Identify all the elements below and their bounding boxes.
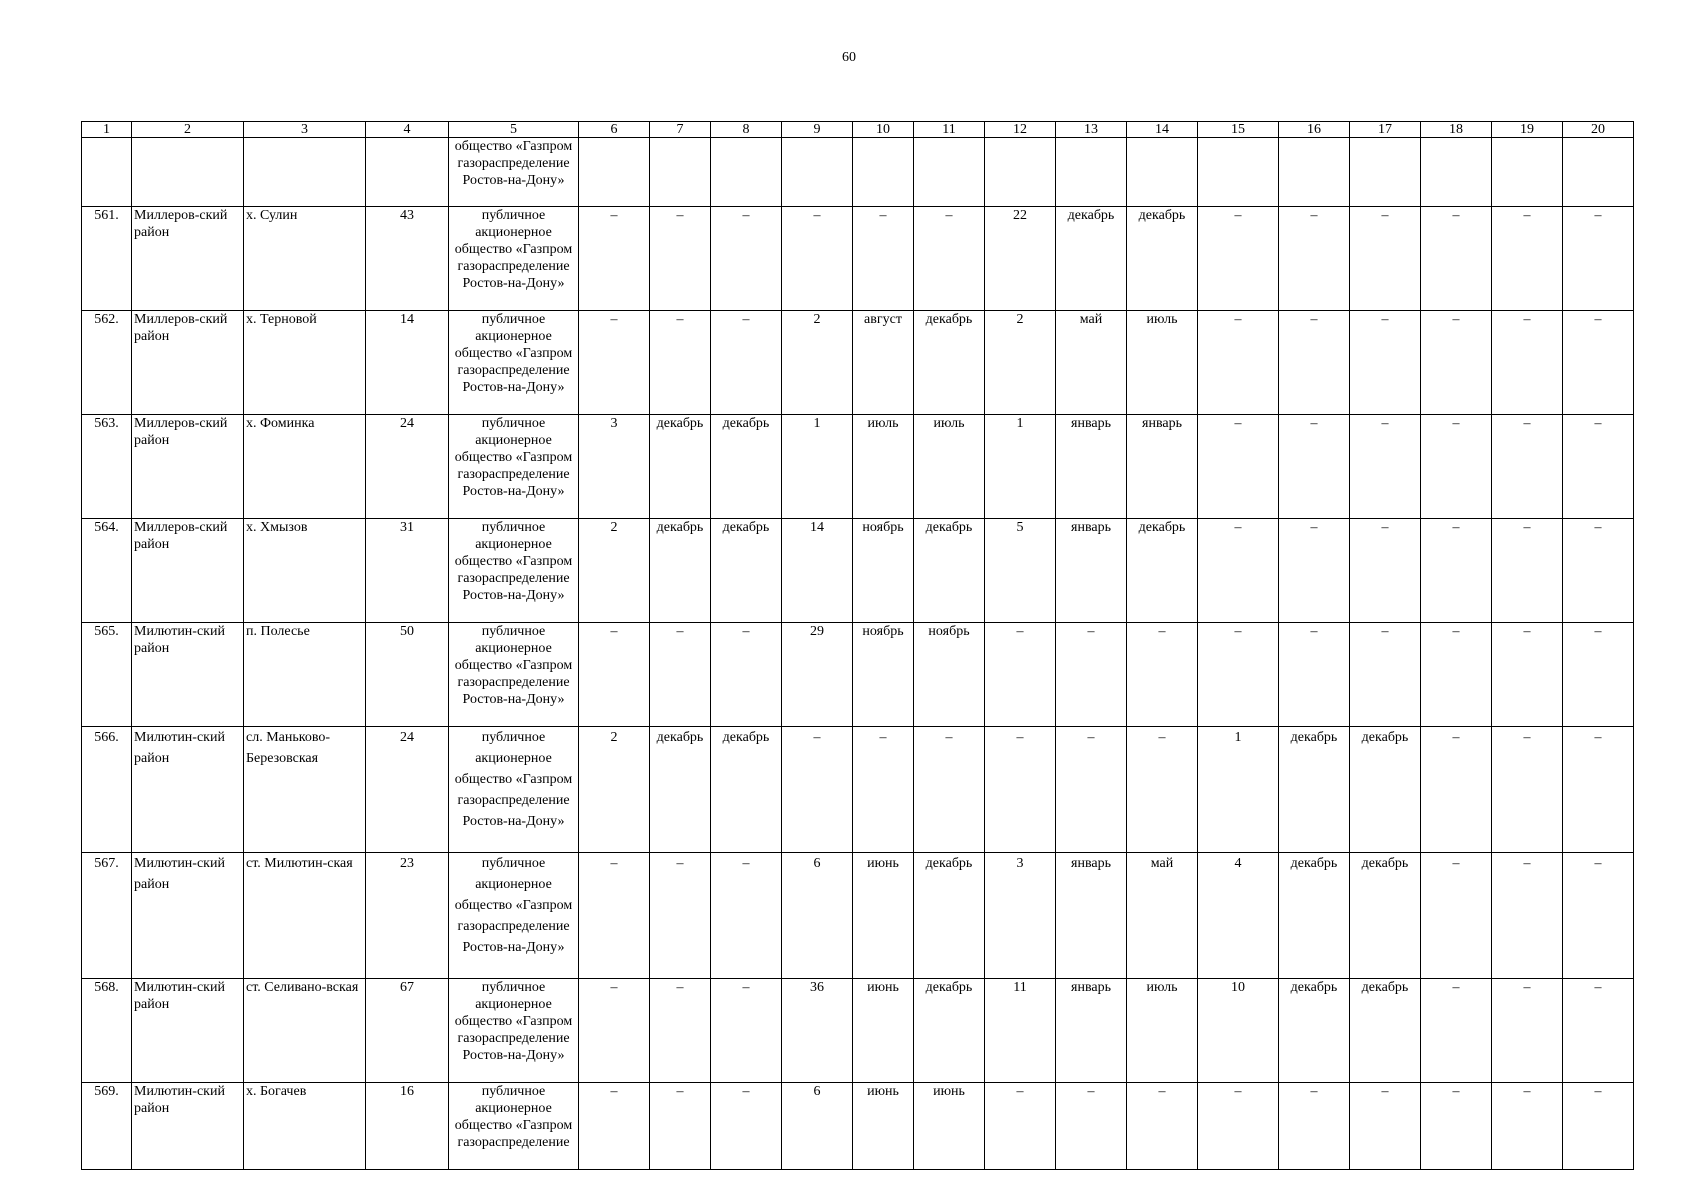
value-cell: январь [1127, 415, 1198, 519]
column-number-header: 13 [1056, 122, 1127, 138]
value-cell: – [711, 1083, 782, 1170]
value-cell: – [650, 207, 711, 311]
value-cell: декабрь [1350, 727, 1421, 853]
count-cell: 16 [366, 1083, 449, 1170]
value-cell: – [985, 623, 1056, 727]
locality-cell: х. Сулин [244, 207, 366, 311]
value-cell: 4 [1198, 853, 1279, 979]
table-row [82, 853, 1634, 979]
value-cell: 2 [579, 727, 650, 853]
value-cell: 3 [579, 415, 650, 519]
table-row [82, 727, 1634, 853]
value-cell: – [1198, 623, 1279, 727]
row-number-cell: 568. [82, 979, 132, 1083]
value-cell: – [853, 207, 914, 311]
value-cell: январь [1056, 979, 1127, 1083]
value-cell: – [1563, 311, 1634, 415]
organization-cell: публичное акционерное общество «Газпром газораспределение Ростов-на-Дону» [449, 415, 579, 519]
table-row [82, 1083, 1634, 1170]
value-cell: 11 [985, 979, 1056, 1083]
value-cell: август [853, 311, 914, 415]
district-cell: Миллеров-ский район [132, 207, 244, 311]
column-number-header: 20 [1563, 122, 1634, 138]
organization-cell: публичное акционерное общество «Газпром газораспределение Ростов-на-Дону» [449, 519, 579, 623]
row-number-cell: 563. [82, 415, 132, 519]
value-cell: 36 [782, 979, 853, 1083]
value-cell: – [1563, 727, 1634, 853]
value-cell: – [1198, 311, 1279, 415]
row-number-cell: 567. [82, 853, 132, 979]
value-cell: – [1279, 1083, 1350, 1170]
value-cell: – [579, 207, 650, 311]
value-cell: – [1563, 207, 1634, 311]
value-cell: – [1279, 311, 1350, 415]
column-number-header: 17 [1350, 122, 1421, 138]
value-cell: – [1563, 979, 1634, 1083]
column-number-header: 10 [853, 122, 914, 138]
value-cell [1492, 138, 1563, 207]
value-cell: – [1350, 1083, 1421, 1170]
value-cell: январь [1056, 853, 1127, 979]
table-row [82, 623, 1634, 727]
value-cell: – [1492, 623, 1563, 727]
value-cell: – [579, 979, 650, 1083]
value-cell: май [1127, 853, 1198, 979]
table-row [82, 979, 1634, 1083]
district-cell: Милютин-ский район [132, 853, 244, 979]
value-cell: – [1279, 415, 1350, 519]
value-cell: декабрь [914, 979, 985, 1083]
value-cell: – [1421, 853, 1492, 979]
value-cell: декабрь [711, 727, 782, 853]
value-cell: – [1350, 623, 1421, 727]
value-cell [711, 138, 782, 207]
value-cell: – [914, 207, 985, 311]
value-cell: – [1198, 1083, 1279, 1170]
value-cell: декабрь [1279, 727, 1350, 853]
locality-cell: ст. Милютин-ская [244, 853, 366, 979]
value-cell: июль [1127, 979, 1198, 1083]
district-cell: Милютин-ский район [132, 979, 244, 1083]
count-cell: 43 [366, 207, 449, 311]
value-cell: 1 [1198, 727, 1279, 853]
value-cell: 2 [782, 311, 853, 415]
value-cell: – [1350, 207, 1421, 311]
header-row [82, 122, 1634, 138]
district-cell: Миллеров-ский район [132, 415, 244, 519]
row-number-cell: 561. [82, 207, 132, 311]
organization-cell: публичное акционерное общество «Газпром газораспределение Ростов-на-Дону» [449, 311, 579, 415]
value-cell: – [1279, 207, 1350, 311]
count-cell: 23 [366, 853, 449, 979]
value-cell: декабрь [1350, 979, 1421, 1083]
locality-cell: сл. Маньково-Березовская [244, 727, 366, 853]
value-cell: – [1492, 207, 1563, 311]
value-cell: – [853, 727, 914, 853]
column-number-header: 18 [1421, 122, 1492, 138]
organization-cell: публичное акционерное общество «Газпром газораспределение Ростов-на-Дону» [449, 853, 579, 979]
district-cell: Милютин-ский район [132, 1083, 244, 1170]
table-row [82, 415, 1634, 519]
value-cell: – [1563, 519, 1634, 623]
locality-cell [244, 138, 366, 207]
locality-cell: х. Терновой [244, 311, 366, 415]
value-cell: – [711, 623, 782, 727]
value-cell: – [650, 853, 711, 979]
value-cell: ноябрь [853, 519, 914, 623]
value-cell: декабрь [711, 415, 782, 519]
value-cell: – [579, 853, 650, 979]
value-cell: – [1198, 519, 1279, 623]
organization-cell: публичное акционерное общество «Газпром газораспределение Ростов-на-Дону» [449, 727, 579, 853]
value-cell: декабрь [1350, 853, 1421, 979]
value-cell: июнь [853, 1083, 914, 1170]
column-number-header: 6 [579, 122, 650, 138]
value-cell [853, 138, 914, 207]
value-cell: – [1421, 979, 1492, 1083]
page-number: 60 [842, 50, 856, 65]
value-cell: декабрь [1279, 853, 1350, 979]
column-number-header: 15 [1198, 122, 1279, 138]
column-number-header: 2 [132, 122, 244, 138]
row-number-cell: 566. [82, 727, 132, 853]
value-cell: – [650, 979, 711, 1083]
value-cell: – [1421, 1083, 1492, 1170]
row-number-cell: 569. [82, 1083, 132, 1170]
value-cell: июль [853, 415, 914, 519]
district-cell: Миллеров-ский район [132, 311, 244, 415]
value-cell [1563, 138, 1634, 207]
value-cell: июль [1127, 311, 1198, 415]
value-cell: январь [1056, 519, 1127, 623]
value-cell: – [1492, 311, 1563, 415]
count-cell: 24 [366, 727, 449, 853]
value-cell: – [1056, 623, 1127, 727]
value-cell: декабрь [650, 415, 711, 519]
value-cell: – [711, 311, 782, 415]
value-cell: – [1198, 207, 1279, 311]
table-row [82, 311, 1634, 415]
value-cell: – [650, 311, 711, 415]
locality-cell: ст. Селивано-вская [244, 979, 366, 1083]
district-cell [132, 138, 244, 207]
value-cell: декабрь [914, 519, 985, 623]
value-cell: декабрь [1127, 519, 1198, 623]
value-cell: – [1421, 207, 1492, 311]
value-cell [985, 138, 1056, 207]
value-cell [782, 138, 853, 207]
value-cell: – [1279, 519, 1350, 623]
value-cell: январь [1056, 415, 1127, 519]
value-cell: декабрь [650, 519, 711, 623]
value-cell: – [782, 727, 853, 853]
value-cell: – [1421, 311, 1492, 415]
value-cell: – [1421, 519, 1492, 623]
value-cell: 2 [579, 519, 650, 623]
value-cell [1056, 138, 1127, 207]
locality-cell: х. Хмызов [244, 519, 366, 623]
value-cell: июнь [853, 979, 914, 1083]
locality-cell: х. Богачев [244, 1083, 366, 1170]
value-cell: 29 [782, 623, 853, 727]
column-number-header: 9 [782, 122, 853, 138]
column-number-header: 3 [244, 122, 366, 138]
row-number-cell: 564. [82, 519, 132, 623]
district-cell: Миллеров-ский район [132, 519, 244, 623]
value-cell: – [711, 979, 782, 1083]
count-cell [366, 138, 449, 207]
organization-cell: публичное акционерное общество «Газпром газораспределение Ростов-на-Дону» [449, 623, 579, 727]
value-cell: – [1492, 415, 1563, 519]
value-cell: – [650, 1083, 711, 1170]
value-cell: 1 [782, 415, 853, 519]
table-row [82, 138, 1634, 207]
value-cell: – [1056, 1083, 1127, 1170]
locality-cell: п. Полесье [244, 623, 366, 727]
value-cell: – [1492, 519, 1563, 623]
value-cell: – [1492, 979, 1563, 1083]
value-cell: декабрь [914, 853, 985, 979]
value-cell: – [579, 311, 650, 415]
value-cell: – [711, 853, 782, 979]
row-number-cell [82, 138, 132, 207]
column-number-header: 16 [1279, 122, 1350, 138]
organization-cell: публичное акционерное общество «Газпром газораспределение Ростов-на-Дону» [449, 979, 579, 1083]
value-cell: – [1421, 727, 1492, 853]
column-number-header: 1 [82, 122, 132, 138]
value-cell: июль [914, 415, 985, 519]
column-number-header: 7 [650, 122, 711, 138]
locality-cell: х. Фоминка [244, 415, 366, 519]
count-cell: 14 [366, 311, 449, 415]
column-number-header: 14 [1127, 122, 1198, 138]
value-cell: декабрь [1279, 979, 1350, 1083]
value-cell: – [711, 207, 782, 311]
count-cell: 67 [366, 979, 449, 1083]
value-cell: – [1127, 1083, 1198, 1170]
value-cell: – [1563, 623, 1634, 727]
value-cell: – [1492, 727, 1563, 853]
value-cell: ноябрь [853, 623, 914, 727]
column-number-header: 8 [711, 122, 782, 138]
value-cell: декабрь [1127, 207, 1198, 311]
value-cell: декабрь [650, 727, 711, 853]
value-cell: – [1350, 415, 1421, 519]
value-cell: – [1421, 415, 1492, 519]
value-cell: – [1279, 623, 1350, 727]
value-cell: 5 [985, 519, 1056, 623]
district-cell: Милютин-ский район [132, 727, 244, 853]
value-cell: 6 [782, 1083, 853, 1170]
value-cell: – [579, 623, 650, 727]
value-cell [650, 138, 711, 207]
value-cell: 1 [985, 415, 1056, 519]
value-cell [1279, 138, 1350, 207]
value-cell: май [1056, 311, 1127, 415]
value-cell [1421, 138, 1492, 207]
value-cell: – [1492, 853, 1563, 979]
value-cell: – [1421, 623, 1492, 727]
value-cell: – [1492, 1083, 1563, 1170]
data-table [81, 121, 1634, 1170]
value-cell [579, 138, 650, 207]
value-cell: – [1563, 415, 1634, 519]
column-number-header: 4 [366, 122, 449, 138]
column-number-header: 12 [985, 122, 1056, 138]
value-cell: ноябрь [914, 623, 985, 727]
value-cell: 10 [1198, 979, 1279, 1083]
value-cell [1350, 138, 1421, 207]
count-cell: 24 [366, 415, 449, 519]
value-cell: – [650, 623, 711, 727]
column-number-header: 19 [1492, 122, 1563, 138]
value-cell: 22 [985, 207, 1056, 311]
column-number-header: 5 [449, 122, 579, 138]
value-cell: июнь [853, 853, 914, 979]
count-cell: 31 [366, 519, 449, 623]
value-cell: 14 [782, 519, 853, 623]
value-cell: – [1198, 415, 1279, 519]
value-cell: июнь [914, 1083, 985, 1170]
organization-cell: публичное акционерное общество «Газпром газораспределение Ростов-на-Дону» [449, 207, 579, 311]
row-number-cell: 562. [82, 311, 132, 415]
value-cell: декабрь [914, 311, 985, 415]
table-row [82, 207, 1634, 311]
value-cell: – [1127, 623, 1198, 727]
value-cell: – [985, 727, 1056, 853]
row-number-cell: 565. [82, 623, 132, 727]
value-cell: 2 [985, 311, 1056, 415]
value-cell: декабрь [1056, 207, 1127, 311]
value-cell: 6 [782, 853, 853, 979]
organization-cell: публичное акционерное общество «Газпром газораспределение [449, 1083, 579, 1170]
organization-cell: общество «Газпром газораспределение Ростов-на-Дону» [449, 138, 579, 207]
value-cell: – [1563, 853, 1634, 979]
value-cell: 3 [985, 853, 1056, 979]
value-cell [1127, 138, 1198, 207]
value-cell: – [782, 207, 853, 311]
count-cell: 50 [366, 623, 449, 727]
value-cell: – [1350, 519, 1421, 623]
value-cell [1198, 138, 1279, 207]
value-cell: декабрь [711, 519, 782, 623]
value-cell: – [1350, 311, 1421, 415]
value-cell: – [914, 727, 985, 853]
value-cell: – [1563, 1083, 1634, 1170]
table-row [82, 519, 1634, 623]
district-cell: Милютин-ский район [132, 623, 244, 727]
value-cell: – [1056, 727, 1127, 853]
value-cell: – [579, 1083, 650, 1170]
value-cell [914, 138, 985, 207]
value-cell: – [1127, 727, 1198, 853]
value-cell: – [985, 1083, 1056, 1170]
column-number-header: 11 [914, 122, 985, 138]
